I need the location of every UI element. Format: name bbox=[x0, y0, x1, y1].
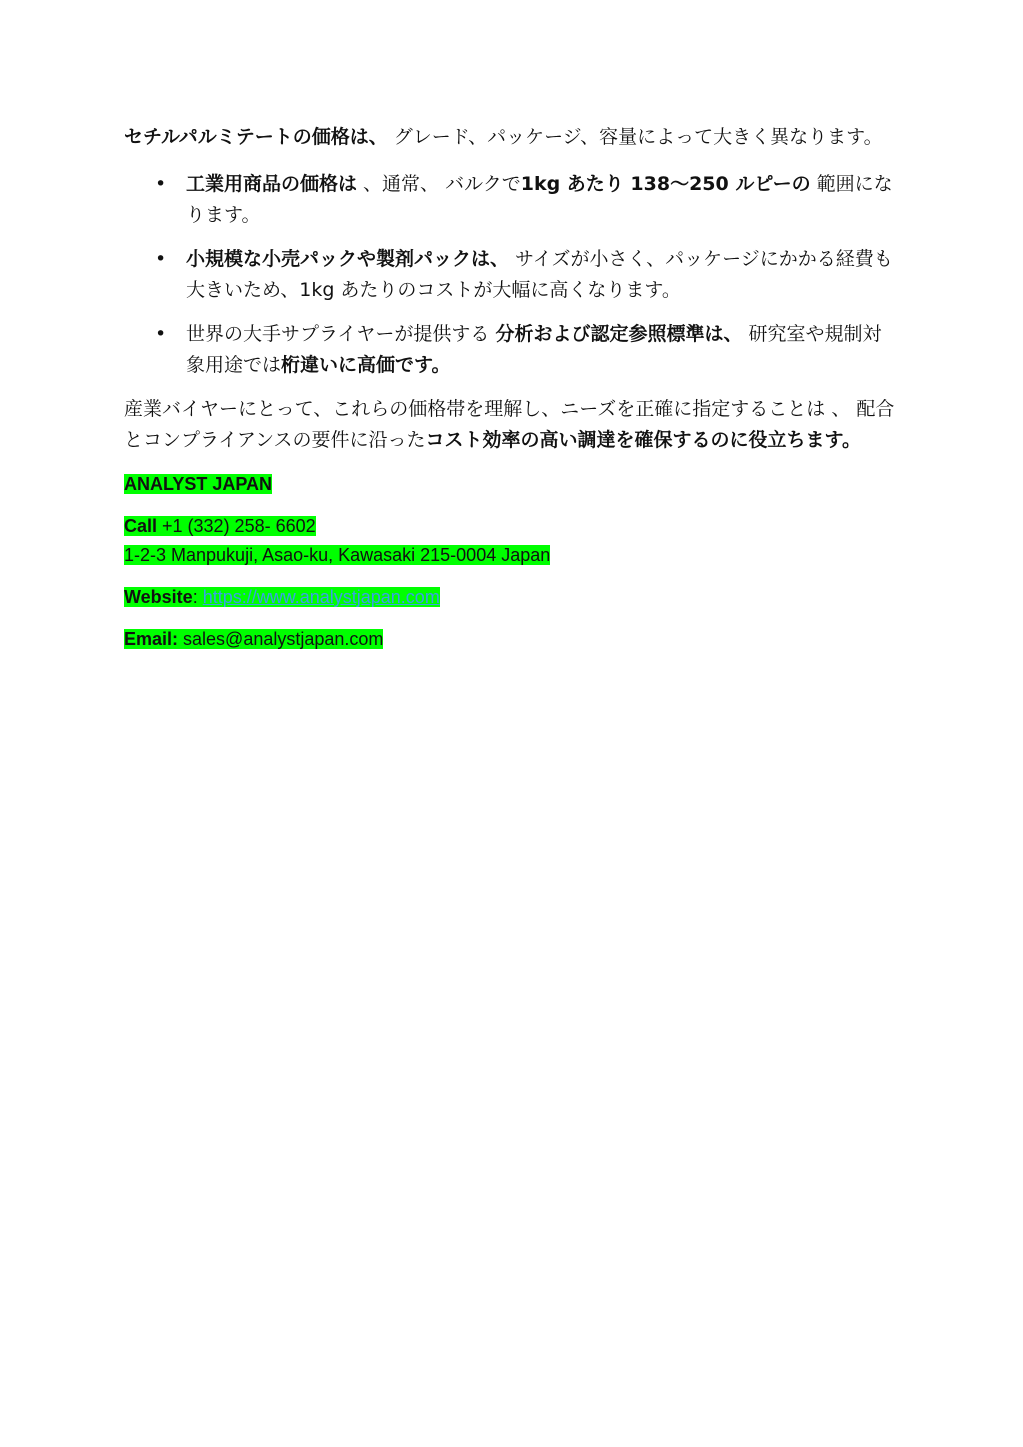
bullet-bold: 工業用商品の価格は bbox=[186, 173, 358, 195]
company-name: ANALYST JAPAN bbox=[124, 474, 273, 494]
bullet-dot-icon: • bbox=[155, 323, 167, 345]
intro-text: グレード、パッケージ、容量によって大きく異なります。 bbox=[387, 126, 883, 148]
bullet-text: 、通常、 バルクで bbox=[357, 173, 521, 195]
list-item bbox=[124, 169, 900, 231]
bullet-bold: 分析および認定参照標準は、 bbox=[495, 323, 743, 345]
bullet-bold: 小規模な小売パックや製剤パックは、 bbox=[186, 248, 510, 270]
summary-text: 産業バイヤーにとって、これらの価格帯を理解し、ニーズを正確に指定することは 、 配合とコンプライアンスの要件に沿った bbox=[124, 398, 895, 451]
phone-number[interactable]: +1 (332) 258- 6602 bbox=[157, 516, 316, 536]
website-line bbox=[124, 583, 900, 612]
intro-bold: セチルパルミテートの価格は、 bbox=[124, 126, 388, 148]
bullet-text: 研究室や規制対象用途では bbox=[186, 323, 882, 376]
price-bullet-list bbox=[124, 169, 900, 381]
email-line bbox=[124, 625, 900, 654]
document-page bbox=[124, 122, 900, 667]
email-label: Email: bbox=[124, 629, 179, 649]
bullet-dot-icon: • bbox=[155, 248, 167, 270]
summary-paragraph bbox=[124, 394, 900, 456]
contact-block bbox=[124, 470, 900, 654]
bullet-text: 世界の大手サプライヤーが提供する bbox=[186, 323, 496, 345]
website-label: Website bbox=[124, 587, 193, 607]
call-label: Call bbox=[124, 516, 158, 536]
bullet-text: 範囲になります。 bbox=[186, 173, 893, 226]
company-line bbox=[124, 470, 900, 499]
website-link[interactable]: https://www.analystjapan.com bbox=[202, 587, 440, 607]
list-item bbox=[124, 244, 900, 306]
website-separator: : bbox=[192, 587, 203, 607]
bullet-bold: 1kg あたり 138〜250 ルピーの bbox=[520, 173, 811, 195]
bullet-bold: 桁違いに高価です。 bbox=[281, 354, 451, 376]
email-address[interactable]: sales@analystjapan.com bbox=[178, 629, 384, 649]
list-item bbox=[124, 319, 900, 381]
phone-line bbox=[124, 512, 900, 541]
summary-bold: コスト効率の高い調達を確保するのに役立ちます。 bbox=[425, 429, 862, 451]
bullet-dot-icon: • bbox=[155, 173, 167, 195]
intro-paragraph bbox=[124, 122, 900, 153]
address-text: 1-2-3 Manpukuji, Asao-ku, Kawasaki 215-0004 Japan bbox=[124, 545, 551, 565]
bullet-text: サイズが小さく、パッケージにかかる経費も大きいため、1kg あたりのコストが大幅に高くなります。 bbox=[186, 248, 893, 301]
address-line bbox=[124, 541, 900, 570]
